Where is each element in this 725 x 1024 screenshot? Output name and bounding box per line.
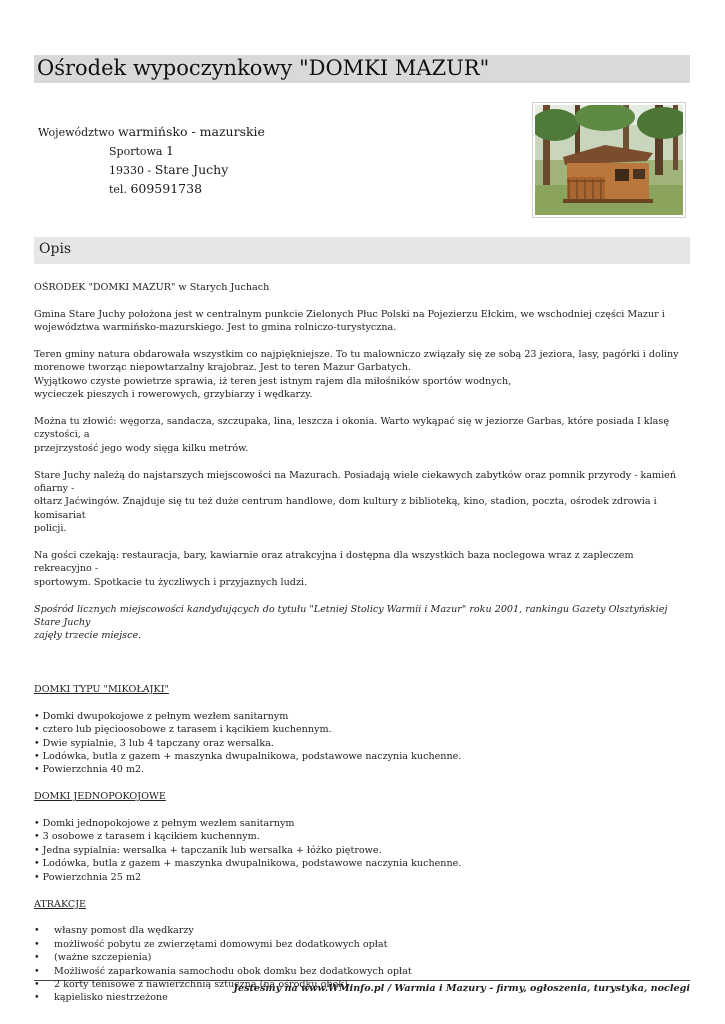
description-paragraphs [34, 281, 690, 589]
city-separator: - [144, 164, 155, 177]
section-title: Opis [39, 241, 72, 257]
ranking-paragraph [34, 603, 690, 643]
list-item: • Możliwość zaparkowania samochodu obok domku bez dodatkowych opłat [34, 965, 690, 978]
list-item: • 3 osobowe z tarasem i kącikiem kuchennym. [34, 830, 690, 843]
postal-code: 19330 [109, 164, 144, 177]
text-line: zajęły trzecie miejsce. [34, 630, 142, 642]
text-line: policji. [34, 523, 67, 535]
list-item: • Domki dwupokojowe z pełnym wezłem sanitarnym [34, 710, 690, 723]
list-item: • Jedna sypialnia: wersalka + tapczanik lub wersalka + łóżko piętrowe. [34, 844, 690, 857]
city-row [109, 162, 228, 177]
description-paragraph [34, 549, 690, 589]
text-line: przejrzystość jego wody sięga kilku metrów. [34, 442, 249, 454]
voivodeship-value: warmińsko - mazurskie [117, 124, 265, 139]
list-item: • 2 korty tenisowe z nawierzchnią sztuczną (na ośrodku obok) [34, 978, 690, 991]
text-line: OŚRODEK "DOMKI MAZUR" w Starych Juchach [34, 282, 270, 293]
list-item: • własny pomost dla wędkarzy [34, 924, 690, 937]
description-paragraph [34, 308, 690, 335]
page-title: Ośrodek wypoczynkowy "DOMKI MAZUR" [37, 56, 490, 80]
cabin-photo-icon [535, 105, 683, 215]
street-name: Sportowa [109, 145, 163, 158]
mikolajki-heading: DOMKI TYPU "MIKOŁAJKI" [34, 684, 169, 696]
phone-label: tel. [109, 183, 127, 196]
list-item: • Domki jednopokojowe z pełnym wezłem sanitarnym [34, 817, 690, 830]
single-room-list [34, 817, 690, 884]
footer-divider [34, 980, 690, 981]
description-paragraph [34, 348, 690, 402]
text-line: Na gości czekają: restauracja, bary, kawiarnie oraz atrakcyjna i dostępna dla wszystkich baza noclegowa wraz z zapleczem rekreacyjno - [34, 550, 634, 575]
mikolajki-list [34, 710, 690, 777]
list-item: • możliwość pobytu ze zwierzętami domowymi bez dodatkowych opłat [34, 938, 690, 951]
title-bar [34, 55, 690, 83]
description-content [34, 281, 690, 1018]
list-item: • Dwie sypialnie, 3 lub 4 tapczany oraz wersalka. [34, 737, 690, 750]
text-line: województwa warmińsko-mazurskiego. Jest to gmina rolniczo-turystyczna. [34, 322, 397, 334]
list-item: • (ważne szczepienia) [34, 951, 690, 964]
description-paragraph [34, 469, 690, 536]
footer-text[interactable]: Jesteśmy na www.WMinfo.pl / Warmia i Mazury - firmy, ogłoszenia, turystyka, noclegi [233, 983, 690, 994]
street-row [109, 143, 174, 158]
text-line: Stare Juchy należą do najstarszych miejscowości na Mazurach. Posiadają wiele ciekawych zabytków oraz pomnik przyrody - kamień ofiarny - [34, 469, 677, 495]
description-paragraph [34, 415, 690, 455]
description-paragraph [34, 281, 690, 294]
voivodeship-row [38, 124, 265, 139]
list-item: • cztero lub pięcioosobowe z tarasem i kącikiem kuchennym. [34, 723, 690, 736]
list-item: • Lodówka, butla z gazem + maszynka dwupalnikowa, podstawowe naczynia kuchenne. [34, 750, 690, 763]
text-line: Teren gminy natura obdarowała wszystkim co najpiękniejsze. To tu malowniczo związały się ze sobą 23 jeziora, lasy, pagórki i doliny [34, 349, 679, 360]
phone-row [109, 181, 202, 196]
street-number: 1 [165, 143, 174, 158]
single-room-heading: DOMKI JEDNOPOKOJOWE [34, 791, 166, 803]
text-line: Spośród licznych miejscowości kandydujących do tytułu "Letniej Stolicy Warmii i Mazur" roku 2001, rankingu Gazety Olsztyńskiej Stare Juchy [34, 603, 668, 629]
cabin-photo [532, 102, 686, 218]
list-item: • kąpielisko niestrzeżone [34, 991, 690, 1004]
attractions-heading: ATRAKCJE [34, 898, 87, 910]
text-line: wycieczek pieszych i rowerowych, grzybiarzy i wędkarzy. [34, 389, 313, 401]
phone-number[interactable]: 609591738 [130, 181, 203, 196]
text-line: Wyjątkowo czyste powietrze sprawia, iż teren jest istnym rajem dla miłośników sportów wodnych, [34, 375, 512, 387]
text-line: Można tu złowić: węgorza, sandacza, szczupaka, lina, leszcza i okonia. Warto wykąpać się w jeziorze Garbas, które posiada I klasę czystości, a [34, 416, 669, 441]
list-item: • Powierzchnia 25 m2 [34, 871, 690, 884]
list-item: • Lodówka, butla z gazem + maszynka dwupalnikowa, podstawowe naczynia kuchenne. [34, 857, 690, 870]
text-line: Gmina Stare Juchy położona jest w centralnym punkcie Zielonych Płuc Polski na Pojezierzu Ełckim, we wschodniej części Mazur i [34, 308, 665, 320]
section-header-opis [34, 237, 690, 264]
list-item: • Powierzchnia 40 m2. [34, 763, 690, 776]
text-line: morenowe tworząc niepowtarzalny krajobraz. Jest to teren Mazur Garbatych. [34, 362, 412, 374]
text-line: ołtarz Jaćwingów. Znajduje się tu też duże centrum handlowe, dom kultury z biblioteką, kino, stadion, poczta, ośrodek zdrowia i komisariat [34, 496, 657, 521]
city-name: Stare Juchy [154, 162, 229, 177]
voivodeship-label: Województwo [38, 126, 115, 139]
text-line: sportowym. Spotkacie tu życzliwych i przyjaznych ludzi. [34, 576, 308, 588]
